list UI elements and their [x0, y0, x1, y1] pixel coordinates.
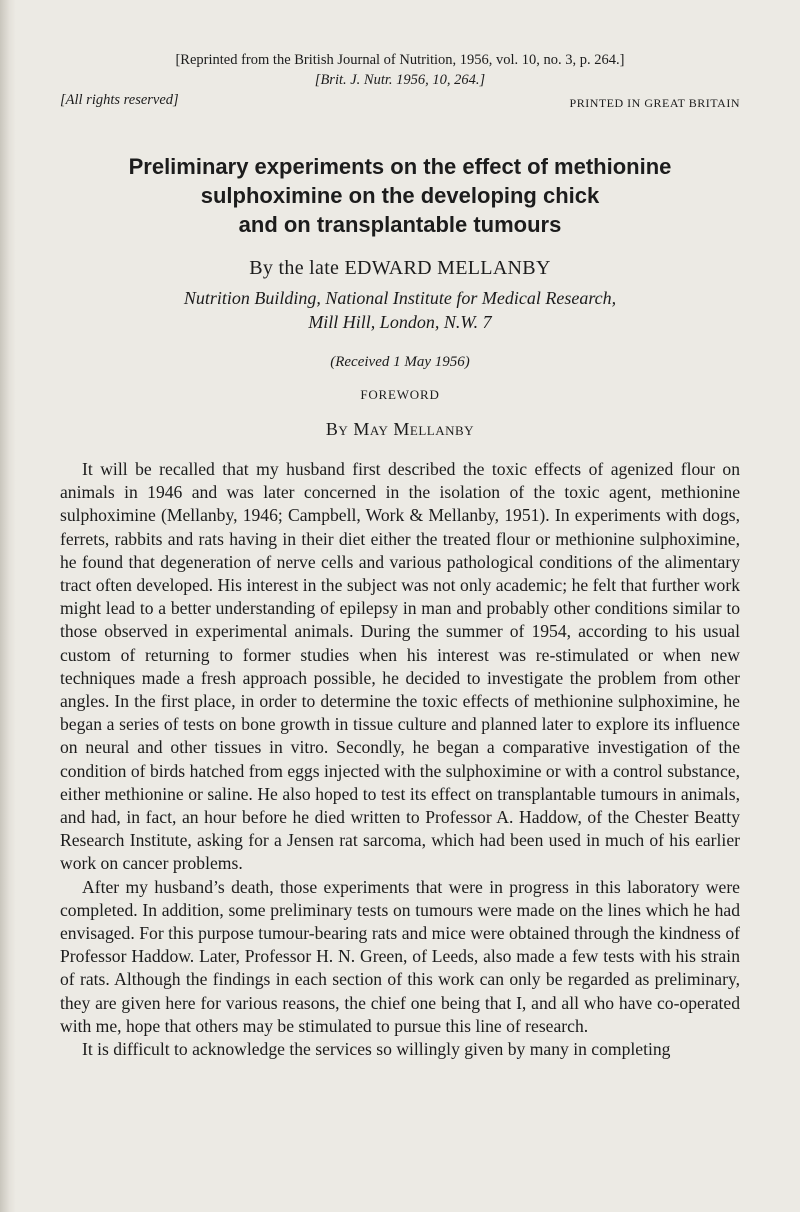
paragraph-1: It will be recalled that my husband first described the toxic effects of agenized flour on animals in 1946 and was later concerned in the isolation of the toxic agent, methionine sulphoximine (Mellanby, 1946; Campbell, Work & Mellanby, 1951). In experiments with dogs, ferrets, rabbits and rats having in their diet either the treated flour or methionine sulphoximine, he found that degeneration of nerve cells and various pathological conditions of the alimentary tract often developed. His interest in the subject was not only academic; he felt that further work might lead to a better understanding of epilepsy in man and probably other conditions similar to those observed in experimental animals. During the summer of 1954, according to his usual custom of returning to former studies when his interest was re-stimulated or when new techniques made a fresh approach possible, he decided to investigate the problem from other angles. In the first place, in order to determine the toxic effects of methionine sulphoximine, he began a series of tests on bone growth in tissue culture and planned later to explore its influence on neural and other tissues in vitro. Secondly, he began a comparative investigation of the condition of birds hatched from eggs injected with the sulphoximine or with a control substance, either methionine or saline. He also hoped to test its effect on transplantable tumours in animals, and had, in fact, an hour before he died written to Professor A. Haddow, of the Chester Beatty Research Institute, asking for a Jensen rat sarcoma, which had been used in much of his earlier work on cancer problems.	[60, 459, 740, 874]
journal-citation: [Brit. J. Nutr. 1956, 10, 264.]	[314, 72, 486, 88]
paper-page	[60, 50, 740, 1061]
author-affiliation	[60, 286, 740, 334]
paragraph-3: It is difficult to acknowledge the services so willingly given by many in completing	[82, 1039, 671, 1060]
title-line-2: sulphoximine on the developing chick	[200, 183, 600, 208]
reprint-notice	[60, 50, 740, 90]
page-edge-shadow	[0, 0, 16, 1212]
paragraph-2: After my husband’s death, those experiments that were in progress in this laboratory were completed. In addition, some preliminary tests on tumours were made on the lines which he had envisaged. For this purpose tumour-bearing rats and mice were obtained through the kindness of Professor Haddow. Later, Professor H. N. Green, of Leeds, also made a few tests with his strain of rats. Although the findings in each section of this work can only be regarded as preliminary, they are given here for various reasons, the chief one being that I, and all who have co-operated with me, hope that others may be stimulated to pursue this line of research.	[60, 876, 740, 1036]
rights-notice: [All rights reserved]	[60, 92, 179, 108]
foreword-author: By May Mellanby	[325, 419, 475, 439]
reprint-line: [Reprinted from the British Journal of Nutrition, 1956, vol. 10, no. 3, p. 264.]	[175, 52, 625, 68]
title-line-3: and on transplantable tumours	[238, 212, 562, 237]
affiliation-line-2: Mill Hill, London, N.W. 7	[308, 312, 492, 332]
affiliation-line-1: Nutrition Building, National Institute for Medical Research,	[183, 288, 617, 308]
paper-title	[60, 152, 740, 239]
title-line-1: Preliminary experiments on the effect of methionine	[128, 154, 672, 179]
body-text	[60, 458, 740, 1061]
received-date: (Received 1 May 1956)	[330, 354, 470, 370]
meta-row	[60, 92, 740, 118]
printed-notice: PRINTED IN GREAT BRITAIN	[569, 96, 740, 110]
author-byline: By the late EDWARD MELLANBY	[249, 257, 551, 279]
foreword-heading: FOREWORD	[360, 387, 440, 402]
